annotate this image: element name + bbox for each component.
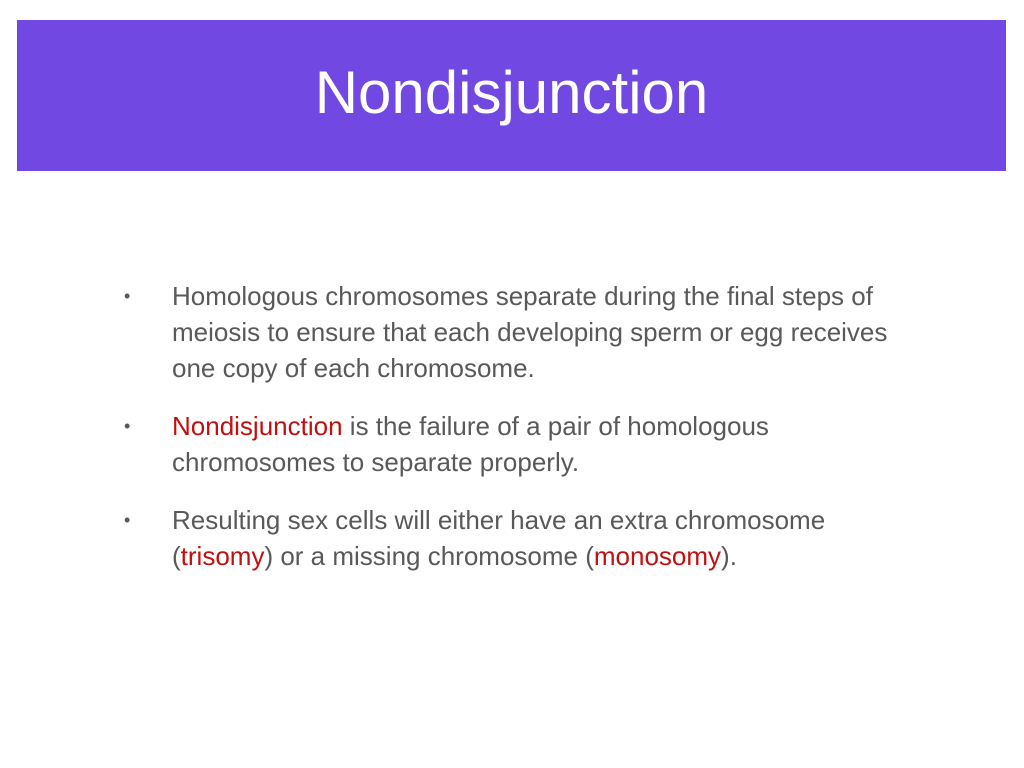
term-monosomy: monosomy (593, 541, 722, 571)
bullet-3-text-part1: Resulting sex cells will either have an extra chromosome ( (172, 505, 826, 571)
bullet-3-text-part3: ). (721, 541, 737, 571)
bullet-dot-icon: • (124, 416, 131, 436)
term-nondisjunction: Nondisjunction (172, 411, 343, 441)
slide-title: Nondisjunction (314, 58, 709, 126)
bullet-item-2 (124, 408, 924, 480)
title-bar (17, 20, 1006, 171)
bullet-1-text: Homologous chromosomes separate during the final steps of meiosis to ensure that each developing sperm or egg receives one copy of each chromosome. (172, 281, 888, 383)
bullet-list (124, 278, 924, 596)
term-trisomy: trisomy (180, 541, 265, 571)
bullet-2-text: is the failure of a pair of homologous chromosomes to separate properly. (172, 411, 769, 477)
bullet-dot-icon: • (124, 510, 131, 530)
bullet-item-3 (124, 502, 924, 574)
bullet-dot-icon: • (124, 286, 131, 306)
bullet-3-text-part2: ) or a missing chromosome ( (264, 541, 594, 571)
bullet-item-1 (124, 278, 924, 386)
